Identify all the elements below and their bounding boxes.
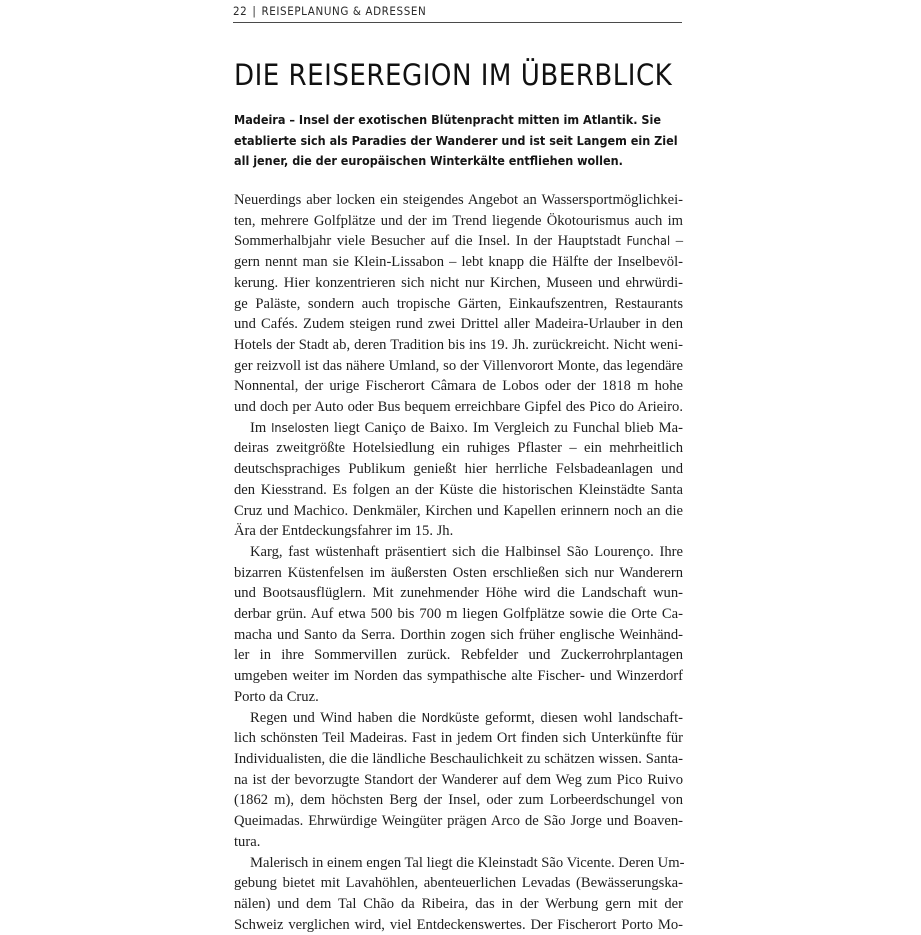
body-line-text: (1862 m), dem höchsten Berg der Insel, oder zum Lorbeerdschungel von	[234, 792, 683, 809]
body-line-text: Cruz und Machico. Denkmäler, Kirchen und Kapellen erinnern noch an die	[234, 502, 683, 519]
section-title: REISEPLANUNG & ADRESSEN	[261, 4, 427, 18]
body-text	[234, 190, 683, 935]
body-line	[234, 563, 683, 584]
body-line-text: macha und Santo da Serra. Dorthin zogen sich früher englische Weinhänd-	[234, 626, 683, 643]
body-line-text: Hotels der Stadt ab, deren Tradition bis ins 19. Jh. zurückreicht. Nicht weni-	[234, 336, 683, 353]
body-line	[234, 376, 683, 397]
body-line-text: ge Paläste, sondern auch tropische Gärten, Einkaufszentren, Restaurants	[234, 295, 683, 312]
body-line-text: Karg, fast wüstenhaft präsentiert sich die Halbinsel São Lourenço. Ihre	[250, 543, 683, 560]
running-header	[233, 4, 682, 22]
body-line	[234, 728, 683, 749]
body-line-text: derbar grün. Auf etwa 500 bis 700 m liegen Golfplätze sowie die Orte Ca-	[234, 606, 683, 623]
body-line-text: deiras zweitgrößte Hotelsiedlung ein ruhiges Pflaster – ein mehrheitlich	[234, 440, 683, 457]
place-keyword: Nordküste	[421, 709, 480, 725]
place-keyword: Funchal	[626, 233, 671, 249]
lead-paragraph	[234, 110, 684, 172]
lead-line: etablierte sich als Paradies der Wanderer und ist seit Langem ein Ziel	[234, 132, 678, 148]
body-line-text: Nonnental, der urige Fischerort Câmara de Lobos oder der 1818 m hohe	[234, 378, 683, 395]
body-line-text: und doch per Auto oder Bus bequem erreichbare Gipfel des Pico do Arieiro.	[234, 399, 683, 416]
page-title: DIE REISEREGION IM ÜBERBLICK	[234, 58, 673, 92]
body-line	[234, 438, 683, 459]
body-line-text: Schweiz verglichen wird, viel Entdeckenswertes. Der Fischerort Porto Mo-	[234, 916, 683, 933]
body-line-text: ger reizvoll ist das nähere Umland, so der Villenvorort Monte, das legendäre	[234, 357, 683, 374]
body-line	[234, 190, 683, 211]
body-line	[234, 542, 683, 563]
body-line	[234, 252, 683, 273]
body-line	[234, 521, 683, 542]
body-line	[234, 873, 683, 894]
body-line-text: und Bootsausflüglern. Mit zunehmender Höhe wird die Landschaft wun-	[234, 585, 683, 602]
body-line-text: Individualisten, die die ländliche Beschaulichkeit zu schätzen wissen. Santa-	[234, 750, 683, 767]
body-line-text: ler in ihre Sommervillen zurück. Rebfelder und Zuckerrohrplantagen	[234, 647, 683, 664]
body-line-text: den Kiesstrand. Es folgen an der Küste die historischen Kleinstädte Santa	[234, 481, 683, 498]
body-line-text: gebung bietet mit Lavahöhlen, abenteuerlichen Levadas (Bewässerungska-	[234, 875, 683, 892]
body-line-text: ten, mehrere Golfplätze und der im Trend liegende Ökotourismus auch im	[234, 212, 683, 229]
body-line	[234, 397, 683, 418]
body-line-text: bizarren Küstenfelsen im äußersten Osten erschließen sich nur Wanderern	[234, 564, 683, 581]
body-line	[234, 811, 683, 832]
place-keyword: Inselosten	[271, 419, 330, 435]
body-line-text: deutschsprachiges Publikum genießt hier herrliche Felsbadeanlagen und	[234, 461, 683, 478]
body-line	[234, 211, 683, 232]
body-line	[234, 356, 683, 377]
body-line-text: na ist der bevorzugte Standort der Wanderer auf dem Weg zum Pico Ruivo	[234, 771, 683, 788]
body-line-text: nälen) und dem Tal Chão da Ribeira, das in der Werbung gern mit der	[234, 895, 683, 912]
lead-line: Madeira – Insel der exotischen Blütenpracht mitten im Atlantik. Sie	[234, 112, 662, 127]
body-line-text: tura.	[234, 833, 261, 850]
body-line-text: Porto da Cruz.	[234, 688, 319, 705]
body-line	[234, 645, 683, 666]
body-line	[234, 583, 683, 604]
body-line-text: –	[670, 233, 683, 250]
body-line	[234, 335, 683, 356]
header-separator: |	[252, 4, 257, 18]
body-line	[234, 915, 683, 935]
body-line-text: Im	[250, 419, 272, 436]
body-line	[234, 418, 683, 439]
body-line	[234, 790, 683, 811]
body-line-text: Queimadas. Ehrwürdige Weingüter prägen Arco de São Jorge und Boaven-	[234, 813, 683, 830]
body-line	[234, 273, 683, 294]
body-line-text: Regen und Wind haben die	[250, 709, 422, 726]
body-line	[234, 749, 683, 770]
body-line	[234, 770, 683, 791]
body-line-text: geformt, diesen wohl landschaft-	[479, 709, 683, 726]
body-line	[234, 501, 683, 522]
body-line-text: Sommerhalbjahr viele Besucher auf die Insel. In der Hauptstadt	[234, 233, 627, 250]
body-line	[234, 604, 683, 625]
body-line	[234, 314, 683, 335]
body-line	[234, 687, 683, 708]
body-line-text: kerung. Hier konzentrieren sich nicht nur Kirchen, Museen und ehrwürdi-	[234, 274, 683, 291]
body-line	[234, 480, 683, 501]
body-line-text: lich schönsten Teil Madeiras. Fast in jedem Ort finden sich Unterkünfte für	[234, 730, 683, 747]
body-line-text: umgeben weiter im Norden das sympathische alte Fischer- und Winzerdorf	[234, 668, 683, 685]
body-line	[234, 231, 683, 252]
page-number: 22	[233, 4, 248, 18]
body-line-text: gern nennt man sie Klein-Lissabon – lebt knapp die Hälfte der Inselbevöl-	[234, 254, 683, 271]
body-line	[234, 666, 683, 687]
body-line	[234, 853, 683, 874]
body-line	[234, 294, 683, 315]
body-line	[234, 894, 683, 915]
header-rule	[233, 22, 682, 23]
body-line-text: und Cafés. Zudem steigen rund zwei Drittel aller Madeira-Urlauber in den	[234, 316, 683, 333]
body-line-text: Neuerdings aber locken ein steigendes Angebot an Wassersportmöglichkei-	[234, 192, 683, 208]
body-line-text: Malerisch in einem engen Tal liegt die Kleinstadt São Vicente. Deren Um-	[250, 854, 685, 871]
body-line	[234, 708, 683, 729]
body-line	[234, 832, 683, 853]
body-line-text: liegt Caniço de Baixo. Im Vergleich zu Funchal blieb Ma-	[329, 419, 683, 436]
lead-line: all jener, die der europäischen Winterkälte entfliehen wollen.	[234, 153, 623, 168]
body-line	[234, 459, 683, 480]
body-line-text: Ära der Entdeckungsfahrer im 15. Jh.	[234, 523, 454, 540]
body-line	[234, 625, 683, 646]
